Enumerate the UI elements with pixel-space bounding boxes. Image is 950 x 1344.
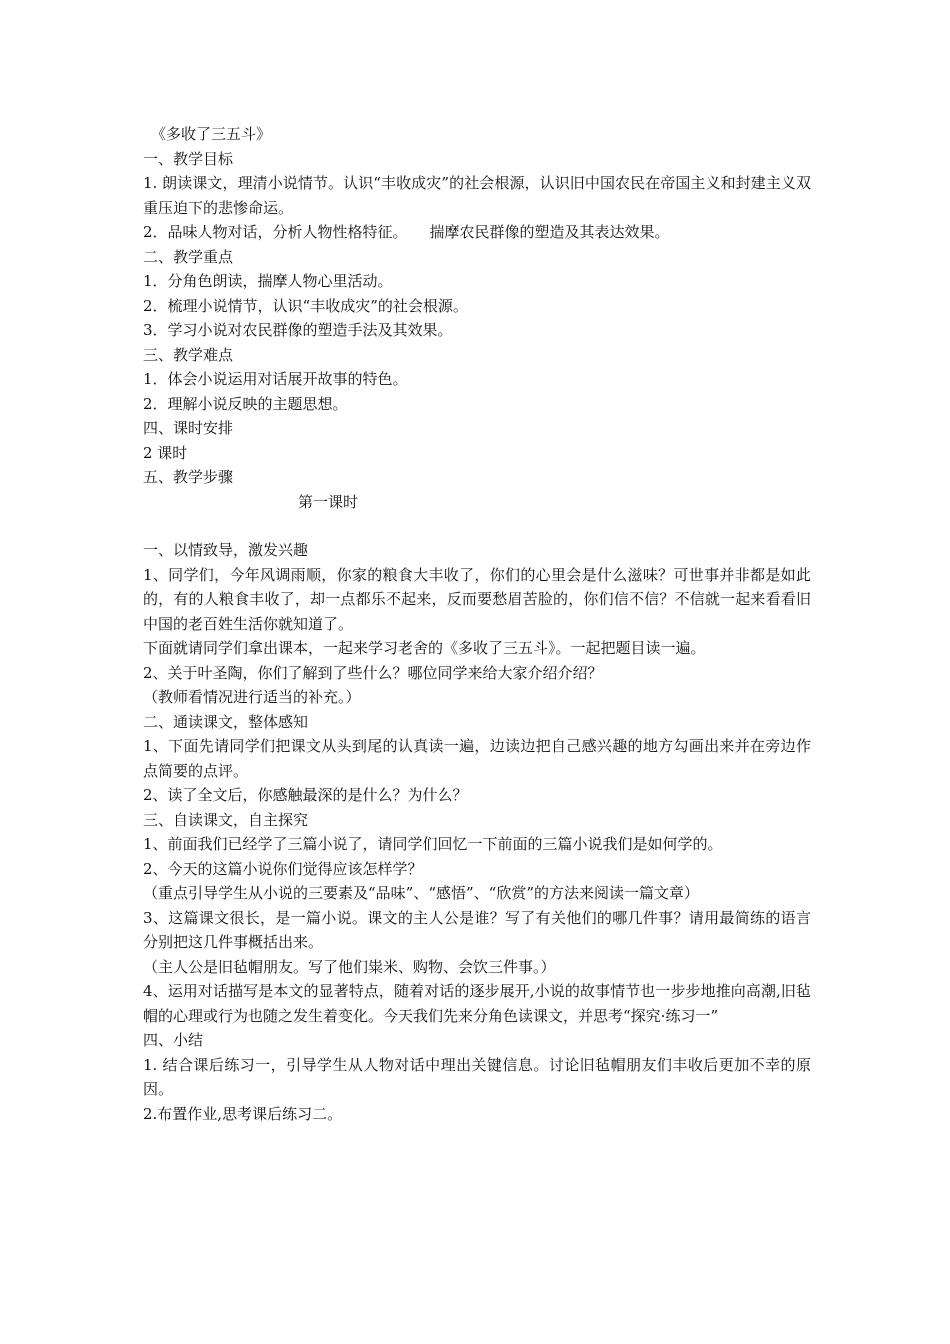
step-heading: 四、小结 xyxy=(143,1031,204,1049)
paragraph: 1. 结合课后练习一，引导学生从人物对话中理出关键信息。讨论旧毡帽朋友们丰收后更加不幸的原因。 xyxy=(143,1055,811,1098)
document-title: 《多收了三五斗》 xyxy=(151,125,272,143)
section-heading-steps: 五、教学步骤 xyxy=(143,468,234,486)
text-span: 揣摩农民群像的塑造及其表达效果。 xyxy=(429,223,670,241)
lesson-heading: 第一课时 xyxy=(298,492,359,511)
paragraph: 2．理解小说反映的主题思想。 xyxy=(143,394,348,413)
section-heading-difficulties: 三、教学难点 xyxy=(143,345,234,364)
paragraph: 2 课时 xyxy=(143,443,188,462)
paragraph: （重点引导学生从小说的三要素及“品味”、“感悟”、“欣赏”的方法来阅读一篇文章） xyxy=(143,884,700,902)
document-page xyxy=(143,122,811,1126)
section-heading-objectives: 一、教学目标 xyxy=(143,149,234,168)
paragraph: 1、同学们，今年风调雨顺，你家的粮食大丰收了，你们的心里会是什么滋味？可世事并非都是如此的，有的人粮食丰收了，却一点都乐不起来，反而要愁眉苦脸的，你们信不信？不信就一起来看看旧中国的老百姓生活你就知道了。 xyxy=(143,565,811,633)
paragraph: 2、读了全文后，你感触最深的是什么？为什么？ xyxy=(143,786,468,804)
paragraph: 4、运用对话描写是本文的显著特点，随着对话的逐步展开,小说的故事情节也一步步地推向高潮,旧毡帽的心理或行为也随之发生着变化。今天我们先来分角色读课文，并思考“探究·练习一” xyxy=(143,982,811,1025)
paragraph: 1．分角色朗读，揣摩人物心里活动。 xyxy=(143,272,393,290)
paragraph: 1、下面先请同学们把课文从头到尾的认真读一遍，边读边把自己感兴趣的地方勾画出来并在旁边作点简要的点评。 xyxy=(143,737,811,780)
paragraph: 1、前面我们已经学了三篇小说了，请同学们回忆一下前面的三篇小说我们是如何学的。 xyxy=(143,835,723,853)
paragraph: 1. 朗读课文，理清小说情节。认识“丰收成灾”的社会根源，认识旧中国农民在帝国主义和封建主义双重压迫下的悲惨命运。 xyxy=(143,174,811,217)
text-span: 2．品味人物对话，分析人物性格特征。 xyxy=(143,223,408,241)
paragraph: 2、今天的这篇小说你们觉得应该怎样学？ xyxy=(143,859,423,878)
paragraph: 1．体会小说运用对话展开故事的特色。 xyxy=(143,370,408,388)
paragraph: 下面就请同学们拿出课本，一起来学习老舍的《多收了三五斗》。一起把题目读一遍。 xyxy=(143,639,706,657)
step-heading: 二、通读课文，整体感知 xyxy=(143,712,309,731)
paragraph: 3．学习小说对农民群像的塑造手法及其效果。 xyxy=(143,321,453,339)
paragraph: 2.布置作业,思考课后练习二。 xyxy=(143,1104,343,1123)
paragraph: （主人公是旧毡帽朋友。写了他们粜米、购物、会饮三件事。） xyxy=(143,957,556,976)
section-heading-schedule: 四、课时安排 xyxy=(143,419,234,437)
paragraph: 3、这篇课文很长，是一篇小说。课文的主人公是谁？写了有关他们的哪几件事？请用最简练的语言分别把这几件事概括出来。 xyxy=(143,908,811,951)
paragraph: （教师看情况进行适当的补充。） xyxy=(143,688,361,706)
section-heading-key-points: 二、教学重点 xyxy=(143,247,234,266)
paragraph: 2、关于叶圣陶，你们了解到了些什么？哪位同学来给大家介绍介绍？ xyxy=(143,663,603,682)
paragraph xyxy=(143,220,811,245)
step-heading: 三、自读课文，自主探究 xyxy=(143,810,309,829)
paragraph: 2．梳理小说情节，认识“丰收成灾”的社会根源。 xyxy=(143,296,468,315)
step-heading: 一、以情致导，激发兴趣 xyxy=(143,541,309,559)
